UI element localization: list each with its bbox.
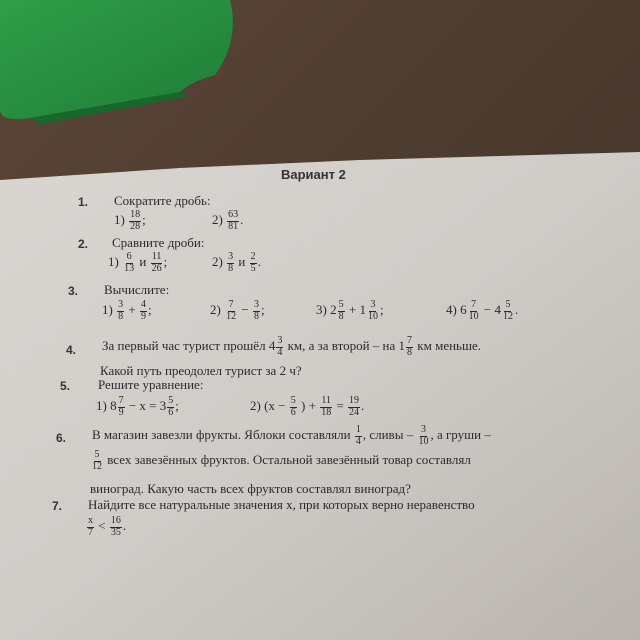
fraction: $\frac{7}{12}$ <box>226 299 237 322</box>
task-5-number: 5. <box>60 379 71 393</box>
fraction: $\frac{7}{9}$ <box>118 395 124 418</box>
task-1-item-2: 2) $\frac{63}{81}$ . <box>212 209 244 232</box>
fraction: $\frac{16}{35}$ <box>110 515 121 538</box>
task-7-inequality: $\frac{x}{7}$ < $\frac{16}{35}$ . <box>88 515 127 538</box>
fraction: $\frac{1}{4}$ <box>355 424 361 447</box>
task-3-item-2: 2) $\frac{7}{12}$ − $\frac{3}{8}$ ; <box>210 299 265 322</box>
fraction: $\frac{11}{18}$ <box>321 395 332 418</box>
task-3-item-3: 3) 2 $\frac{5}{8}$ + 1 $\frac{3}{10}$ ; <box>316 299 384 322</box>
fraction: $\frac{x}{7}$ <box>88 515 93 538</box>
task-3-item-1: 1) $\frac{3}{8}$ + $\frac{4}{9}$ ; <box>102 299 152 322</box>
task-2-title: Сравните дроби: <box>112 235 205 250</box>
task-1-item-1: 1) $\frac{18}{28}$ ; <box>114 209 146 232</box>
fraction: $\frac{11}{26}$ <box>151 251 162 274</box>
fraction: $\frac{3}{4}$ <box>277 335 283 358</box>
fraction: $\frac{5}{12}$ <box>502 299 513 322</box>
fraction: $\frac{3}{8}$ <box>118 299 124 322</box>
task-6-line-3: виноград. Какую часть всех фруктов составлял виноград? <box>90 481 411 496</box>
task-1-number: 1. <box>78 195 89 209</box>
fraction: $\frac{7}{8}$ <box>407 335 413 358</box>
task-6-line-1: В магазин завезли фрукты. Яблоки составляли $\frac{1}{4}$ , сливы – $\frac{3}{10}$ , а груши – <box>92 424 491 447</box>
fraction: $\frac{5}{6}$ <box>290 395 296 418</box>
fraction: $\frac{7}{10}$ <box>468 299 479 322</box>
task-3-title: Вычислите: <box>104 282 170 297</box>
task-5-item-1: 1) 8 $\frac{7}{9}$ − x = 3 $\frac{5}{6}$ ; <box>96 395 179 418</box>
task-2-item-2: 2) $\frac{3}{8}$ и $\frac{2}{5}$ . <box>212 251 261 274</box>
fraction: $\frac{2}{5}$ <box>250 251 256 274</box>
fraction: $\frac{19}{24}$ <box>349 395 360 418</box>
fraction: $\frac{4}{9}$ <box>140 299 146 322</box>
fraction: $\frac{18}{28}$ <box>130 209 141 232</box>
fraction: $\frac{5}{8}$ <box>338 299 344 322</box>
task-3-item-4: 4) 6 $\frac{7}{10}$ − 4 $\frac{5}{12}$ . <box>446 299 519 322</box>
task-5-title: Решите уравнение: <box>98 377 204 392</box>
task-1-title: Сократите дробь: <box>114 193 211 208</box>
fraction: $\frac{3}{10}$ <box>418 424 429 447</box>
fraction: $\frac{5}{12}$ <box>92 449 102 472</box>
task-4-number: 4. <box>66 343 77 357</box>
fraction: $\frac{3}{8}$ <box>253 299 259 322</box>
task-4-line-1: За первый час турист прошёл 4 $\frac{3}{4}$ км, а за второй – на 1 $\frac{7}{8}$ км меньше. <box>102 335 482 358</box>
task-7-title: Найдите все натуральные значения x, при которых верно неравенство <box>88 497 475 512</box>
task-6-number: 6. <box>56 431 67 445</box>
task-7-number: 7. <box>52 499 63 513</box>
variant-header: Вариант 2 <box>281 167 346 182</box>
fraction: $\frac{6}{13}$ <box>124 251 135 274</box>
task-2-item-1: 1) $\frac{6}{13}$ и $\frac{11}{26}$ ; <box>108 251 168 274</box>
fraction: $\frac{5}{6}$ <box>168 395 174 418</box>
task-4-line-2: Какой путь преодолел турист за 2 ч? <box>100 363 302 378</box>
task-6-line-2: $\frac{5}{12}$ всех завезённых фруктов. Остальной завезённый товар составлял <box>92 449 471 472</box>
fraction: $\frac{63}{81}$ <box>228 209 239 232</box>
task-2-number: 2. <box>78 237 89 251</box>
fraction: $\frac{3}{10}$ <box>367 299 378 322</box>
task-3-number: 3. <box>68 284 79 298</box>
fraction: $\frac{3}{8}$ <box>228 251 234 274</box>
task-5-item-2: 2) (x − $\frac{5}{6}$ ) + $\frac{11}{18}$ = $\frac{19}{24}$ . <box>250 395 365 418</box>
